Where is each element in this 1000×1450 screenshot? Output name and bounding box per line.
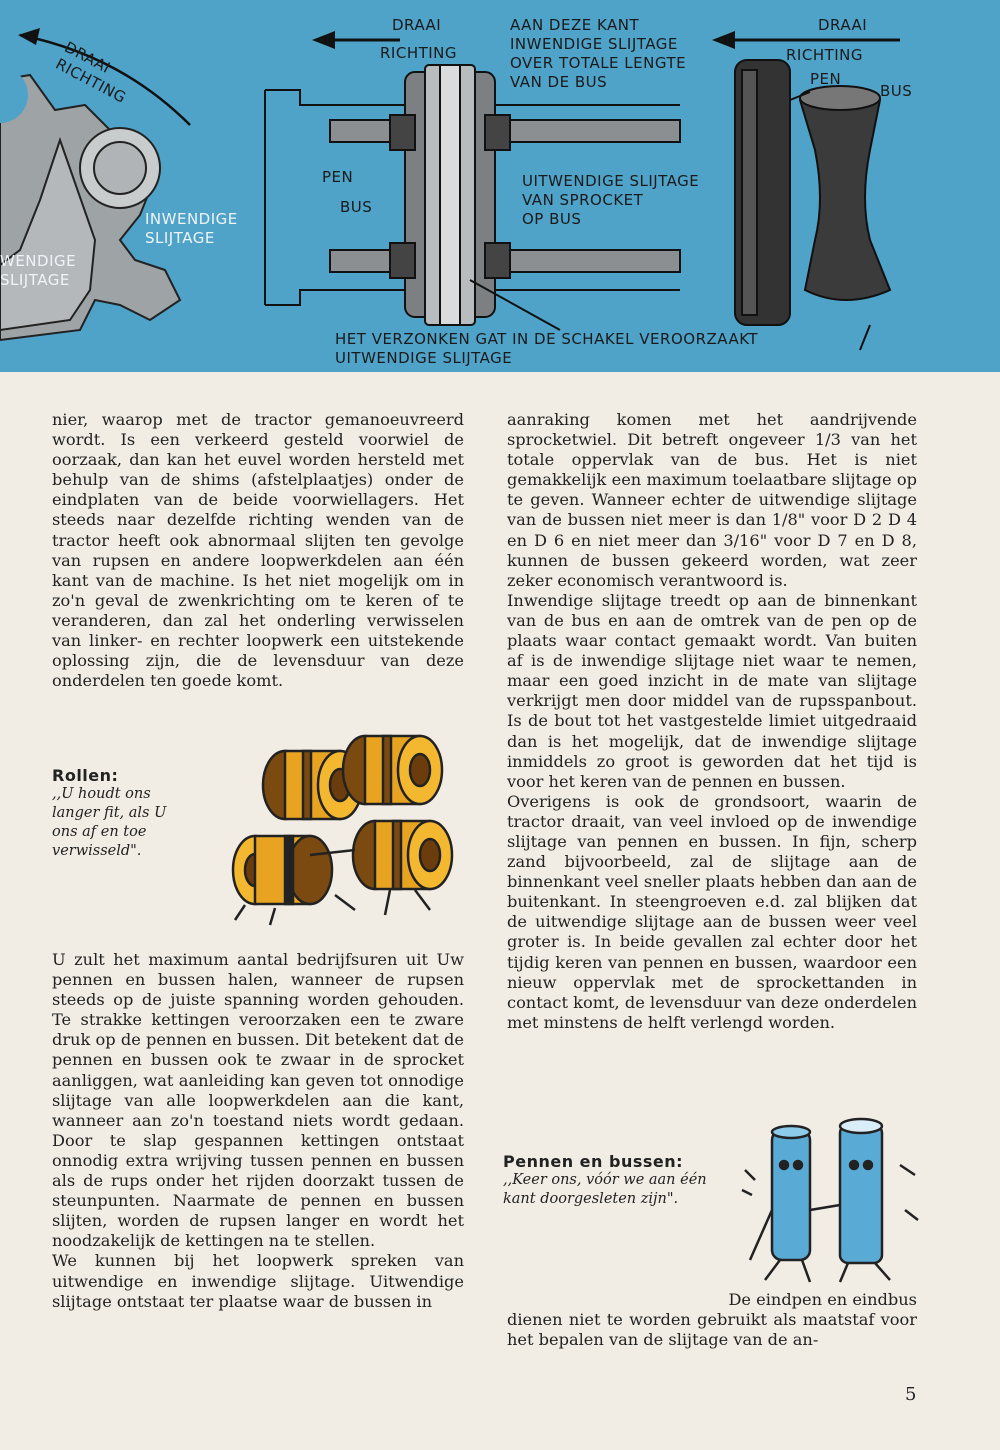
rollers-illustration — [215, 730, 465, 930]
paragraph: Overigens is ook de grondsoort, waarin de tractor draait, van veel invloed op de inwendige slijtage van pennen en bussen. In fijn, scherp zand bijvoorbeeld, zal de slijtage aan de binnenkant veel sneller plaats hebben dan aan de buitenkant. In steengroeven e.d. zal blijken dat de uitwendige slijtage aan de bussen weer veel groter is. In beide gevallen zal echter door het tijdig keren van pennen en bussen, waardoor een nieuw oppervlak met de sprockettanden in contact komt, de levensduur van deze onderdelen met minstens de helft verlengd worden. — [507, 791, 917, 1032]
paragraph: U zult het maximum aantal bedrijfsuren uit Uw pennen en bussen halen, wanneer de rupsen steeds op de juiste spanning worden gehouden. Te strakke kettingen veroorzaken een te zware druk op de pennen en bussen. Dit betekent dat de pennen en bussen ook te zwaar in de sprocket aanliggen, wat aanleiding kan geven tot onnodige slijtage van alle loopwerkdelen aan die kant, wanneer aan zo'n toestand niets wordt gedaan. Door te slap gespannen kettingen ontstaat onnodig extra wrijving tussen pennen en bussen als de rups onder het rijden doorzakt tussen de steunpunten. Naarmate de pennen en bussen slijten, worden de rupsen langer en wordt het noodzakelijk de kettingen na te stellen. — [52, 950, 464, 1251]
paragraph: aanraking komen met het aandrijvende sprocketwiel. Dit betreft ongeveer 1/3 van het totale oppervlak van de bus. Het is niet gemakkelijk een maximum toelaatbare slijtage op te geven. Wanneer echter de uitwendige slijtage van de bussen niet meer is dan 1/8" voor D 2 D 4 en D 6 en niet meer dan 3/16" voor D 7 en D 8, kunnen de bussen gekeerd worden, wat zeer zeker economisch verantwoord is. — [507, 410, 917, 590]
pin-bushing-drawing — [735, 60, 890, 325]
column-left-lower — [52, 950, 464, 1312]
column-right — [507, 410, 917, 1033]
paragraph: Inwendige slijtage treedt op aan de binnenkant van de bus en aan de omtrek van de pen op de plaats waar contact gemaakt wordt. Van buiten af is de inwendige slijtage niet waar te nemen, maar een goed inzicht in de mate van slijtage verkrijgt men door middel van de rupsspanbout. Is de bout tot het vastgestelde limiet uitgedraaid dan is het mogelijk, dat de inwendige slijtage inmiddels zo groot is geworden dat het tijd is voor het keren van de pennen en bussen. — [507, 590, 917, 791]
rollers-quote: ,,U houdt ons langer fit, als U ons af en toe verwisseld". — [52, 786, 167, 859]
bushing-character — [840, 1119, 882, 1263]
rotation-label-mid-1: DRAAI — [392, 16, 442, 34]
pins-quote: ,,Keer ons, vóór we aan één kant doorgesleten zijn". — [503, 1172, 707, 1207]
bus-label-mid: BUS — [340, 198, 373, 216]
inner-wear-note: AAN DEZE KANT INWENDIGE SLIJTAGE OVER TOTALE LENGTE VAN DE BUS — [510, 16, 687, 91]
paragraph: dienen niet te worden gebruikt als maatstaf voor het bepalen van de slijtage van de an- — [507, 1310, 917, 1350]
rotation-label-left: DRAAI RICHTING — [52, 38, 130, 107]
pins-sidebar — [503, 1152, 728, 1209]
paragraph: nier, waarop met de tractor gemanoeuvreerd wordt. Is een verkeerd gesteld voorwiel de oorzaak, dan kan het euvel worden hersteld met behulp van de shims (afstelplaatjes) onder de eindplaten van de beide voorwiellagers. Het steeds naar dezelfde richting wenden van de tractor heeft ook abnormaal slijten ten gevolge van rupsen en andere loopwerkdelen aan één kant van de machine. Is het niet mogelijk om in zo'n geval de zwenkrichting om te keren of te veranderen, dan zal het onderling verwisselen van linker- en rechter loopwerk een uitstekende oplossing zijn, die de levensduur van deze onderdelen ten goede komt. — [52, 410, 464, 691]
rotation-label-right-2: RICHTING — [786, 46, 864, 64]
rotation-label-mid-2: RICHTING — [380, 44, 458, 62]
outer-wear-note: UITWENDIGE SLIJTAGE VAN SPROCKET OP BUS — [522, 172, 700, 228]
rotation-label-right-1: DRAAI — [818, 16, 868, 34]
column-left — [52, 410, 464, 691]
pen-label-mid: PEN — [322, 168, 354, 186]
pen-label-right: PEN — [810, 70, 842, 88]
roller-character — [353, 821, 452, 889]
rollers-heading: Rollen: — [52, 766, 119, 785]
bus-label-right: BUS — [880, 82, 913, 100]
pins-illustration — [740, 1110, 925, 1285]
roller-character — [233, 836, 332, 904]
sprocket-drawing — [0, 67, 180, 340]
roller-character — [343, 736, 442, 804]
countersunk-hole-note: HET VERZONKEN GAT IN DE SCHAKEL VEROORZAAKT UITWENDIGE SLIJTAGE — [335, 330, 759, 367]
rollers-sidebar — [52, 766, 192, 861]
pin-character — [772, 1126, 810, 1260]
page-number: 5 — [905, 1384, 917, 1405]
column-right-lower — [507, 1290, 917, 1350]
paragraph: We kunnen bij het loopwerk spreken van uitwendige en inwendige slijtage. Uitwendige slijtage ontstaat ter plaatse waar de bussen in — [52, 1251, 464, 1311]
diagram-banner — [0, 0, 1000, 372]
pins-heading: Pennen en bussen: — [503, 1152, 684, 1171]
outer-wear-label-left: WENDIGE SLIJTAGE — [0, 252, 77, 289]
inner-wear-label-left: INWENDIGE SLIJTAGE — [145, 210, 238, 247]
paragraph: De eindpen en eindbus — [728, 1290, 917, 1309]
